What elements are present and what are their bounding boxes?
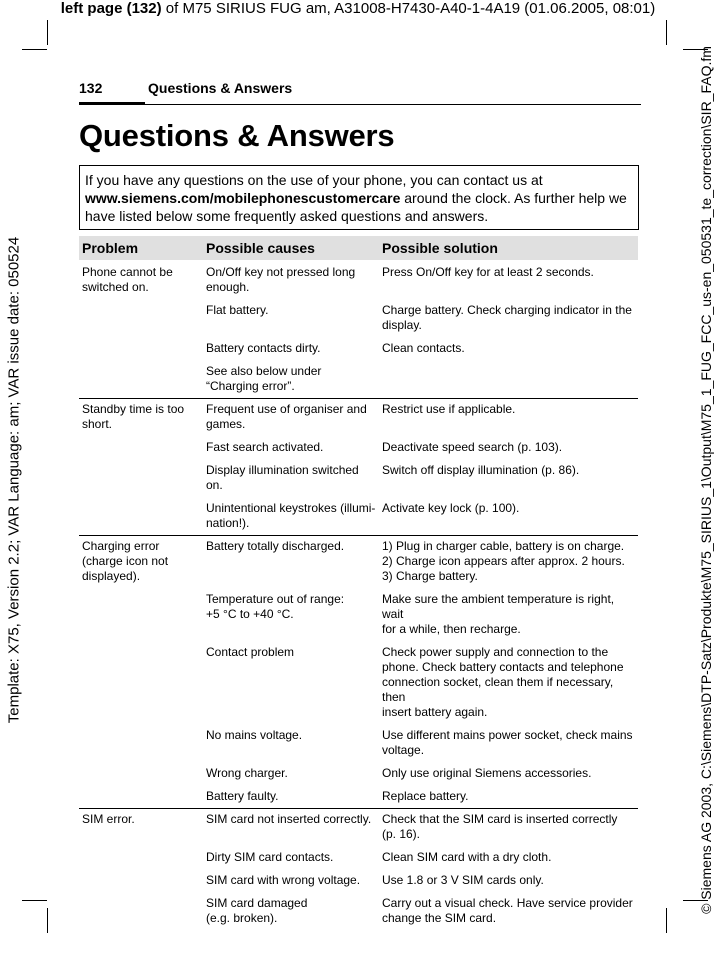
slug-rest: of M75 SIRIUS FUG am, A31008-H7430-A40-1-4A19 (01.06.2005, 08:01)	[161, 0, 656, 17]
solution-cell: Replace battery.	[382, 789, 469, 803]
crop-mark	[666, 908, 667, 933]
crop-mark	[22, 900, 47, 901]
crop-mark	[47, 20, 48, 45]
support-link[interactable]: www.siemens.com/mobilephonescustomercare	[85, 190, 401, 206]
solution-cell: Activate key lock (p. 100).	[382, 501, 520, 515]
cause-cell: Fast search activated.	[206, 440, 324, 454]
table-row	[79, 809, 638, 847]
solution-cell: Use 1.8 or 3 V SIM cards only.	[382, 873, 544, 887]
col-header-causes: Possible causes	[203, 236, 379, 260]
solution-cell: Deactivate speed search (p. 103).	[382, 440, 563, 454]
table-header-row	[79, 236, 638, 260]
cause-cell: Battery faulty.	[206, 789, 279, 803]
cause-cell: Contact problem	[206, 645, 295, 659]
cause-cell: On/Off key not pressed long enough.	[206, 265, 356, 294]
solution-cell: Check power supply and connection to the phone. Check battery contacts and telephone connection socket, clean them if necessary, then insert battery again.	[382, 645, 624, 719]
solution-cell: Restrict use if applicable.	[379, 399, 638, 437]
running-title: Questions & Answers	[148, 80, 293, 96]
table-row	[79, 399, 638, 437]
problem-cell: SIM error.	[79, 809, 203, 931]
solution-cell: Make sure the ambient temperature is right, wait for a while, then recharge.	[382, 592, 615, 636]
cause-cell: No mains voltage.	[206, 728, 303, 742]
solution-cell: Press On/Off key for at least 2 seconds.	[382, 265, 594, 279]
faq-table	[79, 236, 638, 930]
cause-cell: Flat battery.	[206, 303, 269, 317]
solution-cell: Carry out a visual check. Have service provider change the SIM card.	[382, 896, 633, 925]
cause-cell: Battery totally discharged.	[203, 536, 379, 589]
intro-text-before: If you have any questions on the use of your phone, you can contact us at	[85, 172, 543, 188]
cause-cell: Battery contacts dirty.	[206, 341, 321, 355]
solution-cell	[379, 360, 638, 399]
faq-table-body	[79, 260, 638, 930]
table-row	[79, 536, 638, 589]
solution-cell: Charge battery. Check charging indicator in the display.	[382, 303, 632, 332]
problem-cell: Phone cannot be switched on.	[82, 265, 173, 294]
header-rule-thin	[145, 104, 641, 105]
page-title: Questions & Answers	[79, 118, 395, 153]
cause-cell: SIM card with wrong voltage.	[206, 873, 361, 887]
crop-mark	[47, 908, 48, 933]
cause-cell: Dirty SIM card contacts.	[206, 850, 334, 864]
side-copyright-text: © Siemens AG 2003, C:\Siemens\DTP-Satz\Produkte\M75_SIRIUS_1\Output\M75_1_FUG_FCC_us-en_050531_te_correction\SIR_FAQ.fm	[698, 46, 714, 914]
cause-cell: Temperature out of range: +5 °C to +40 °C.	[206, 592, 345, 621]
cause-cell: SIM card damaged (e.g. broken).	[206, 896, 308, 925]
solution-cell: Only use original Siemens accessories.	[382, 766, 592, 780]
cause-cell: SIM card not inserted correctly.	[203, 809, 379, 847]
cause-cell: Frequent use of organiser and games.	[203, 399, 379, 437]
solution-cell: Clean contacts.	[382, 341, 465, 355]
solution-cell: 1) Plug in charger cable, battery is on charge. 2) Charge icon appears after approx. 2 hours. 3) Charge battery.	[379, 536, 638, 589]
solution-cell: Switch off display illumination (p. 86).	[382, 463, 580, 477]
crop-mark	[666, 20, 667, 45]
side-template-text: Template: X75, Version 2.2; VAR Language: am; VAR issue date: 050524	[5, 236, 23, 724]
slug-bold: left page (132)	[60, 0, 162, 17]
solution-cell: Check that the SIM card is inserted correctly (p. 16).	[379, 809, 638, 847]
solution-cell: Use different mains power socket, check mains voltage.	[382, 728, 633, 757]
print-slug	[0, 0, 716, 18]
table-row	[79, 260, 638, 299]
col-header-problem: Problem	[79, 236, 203, 260]
cause-cell: Wrong charger.	[206, 766, 288, 780]
cause-cell: See also below under “Charging error”.	[206, 364, 322, 393]
cause-cell: Display illumination switched on.	[206, 463, 359, 492]
solution-cell: Clean SIM card with a dry cloth.	[382, 850, 552, 864]
problem-cell: Charging error (charge icon not displayed).	[79, 536, 203, 809]
header-rule-thick	[79, 102, 145, 105]
cause-cell: Unintentional keystrokes (illumi- nation!).	[206, 501, 376, 530]
page-number: 132	[79, 80, 103, 96]
intro-text-after: around the clock. As further help we have listed below some frequently asked questions and answers.	[85, 190, 627, 224]
crop-mark	[22, 49, 47, 50]
intro-box	[79, 165, 639, 230]
col-header-solution: Possible solution	[379, 236, 638, 260]
problem-cell: Standby time is too short.	[79, 399, 203, 536]
